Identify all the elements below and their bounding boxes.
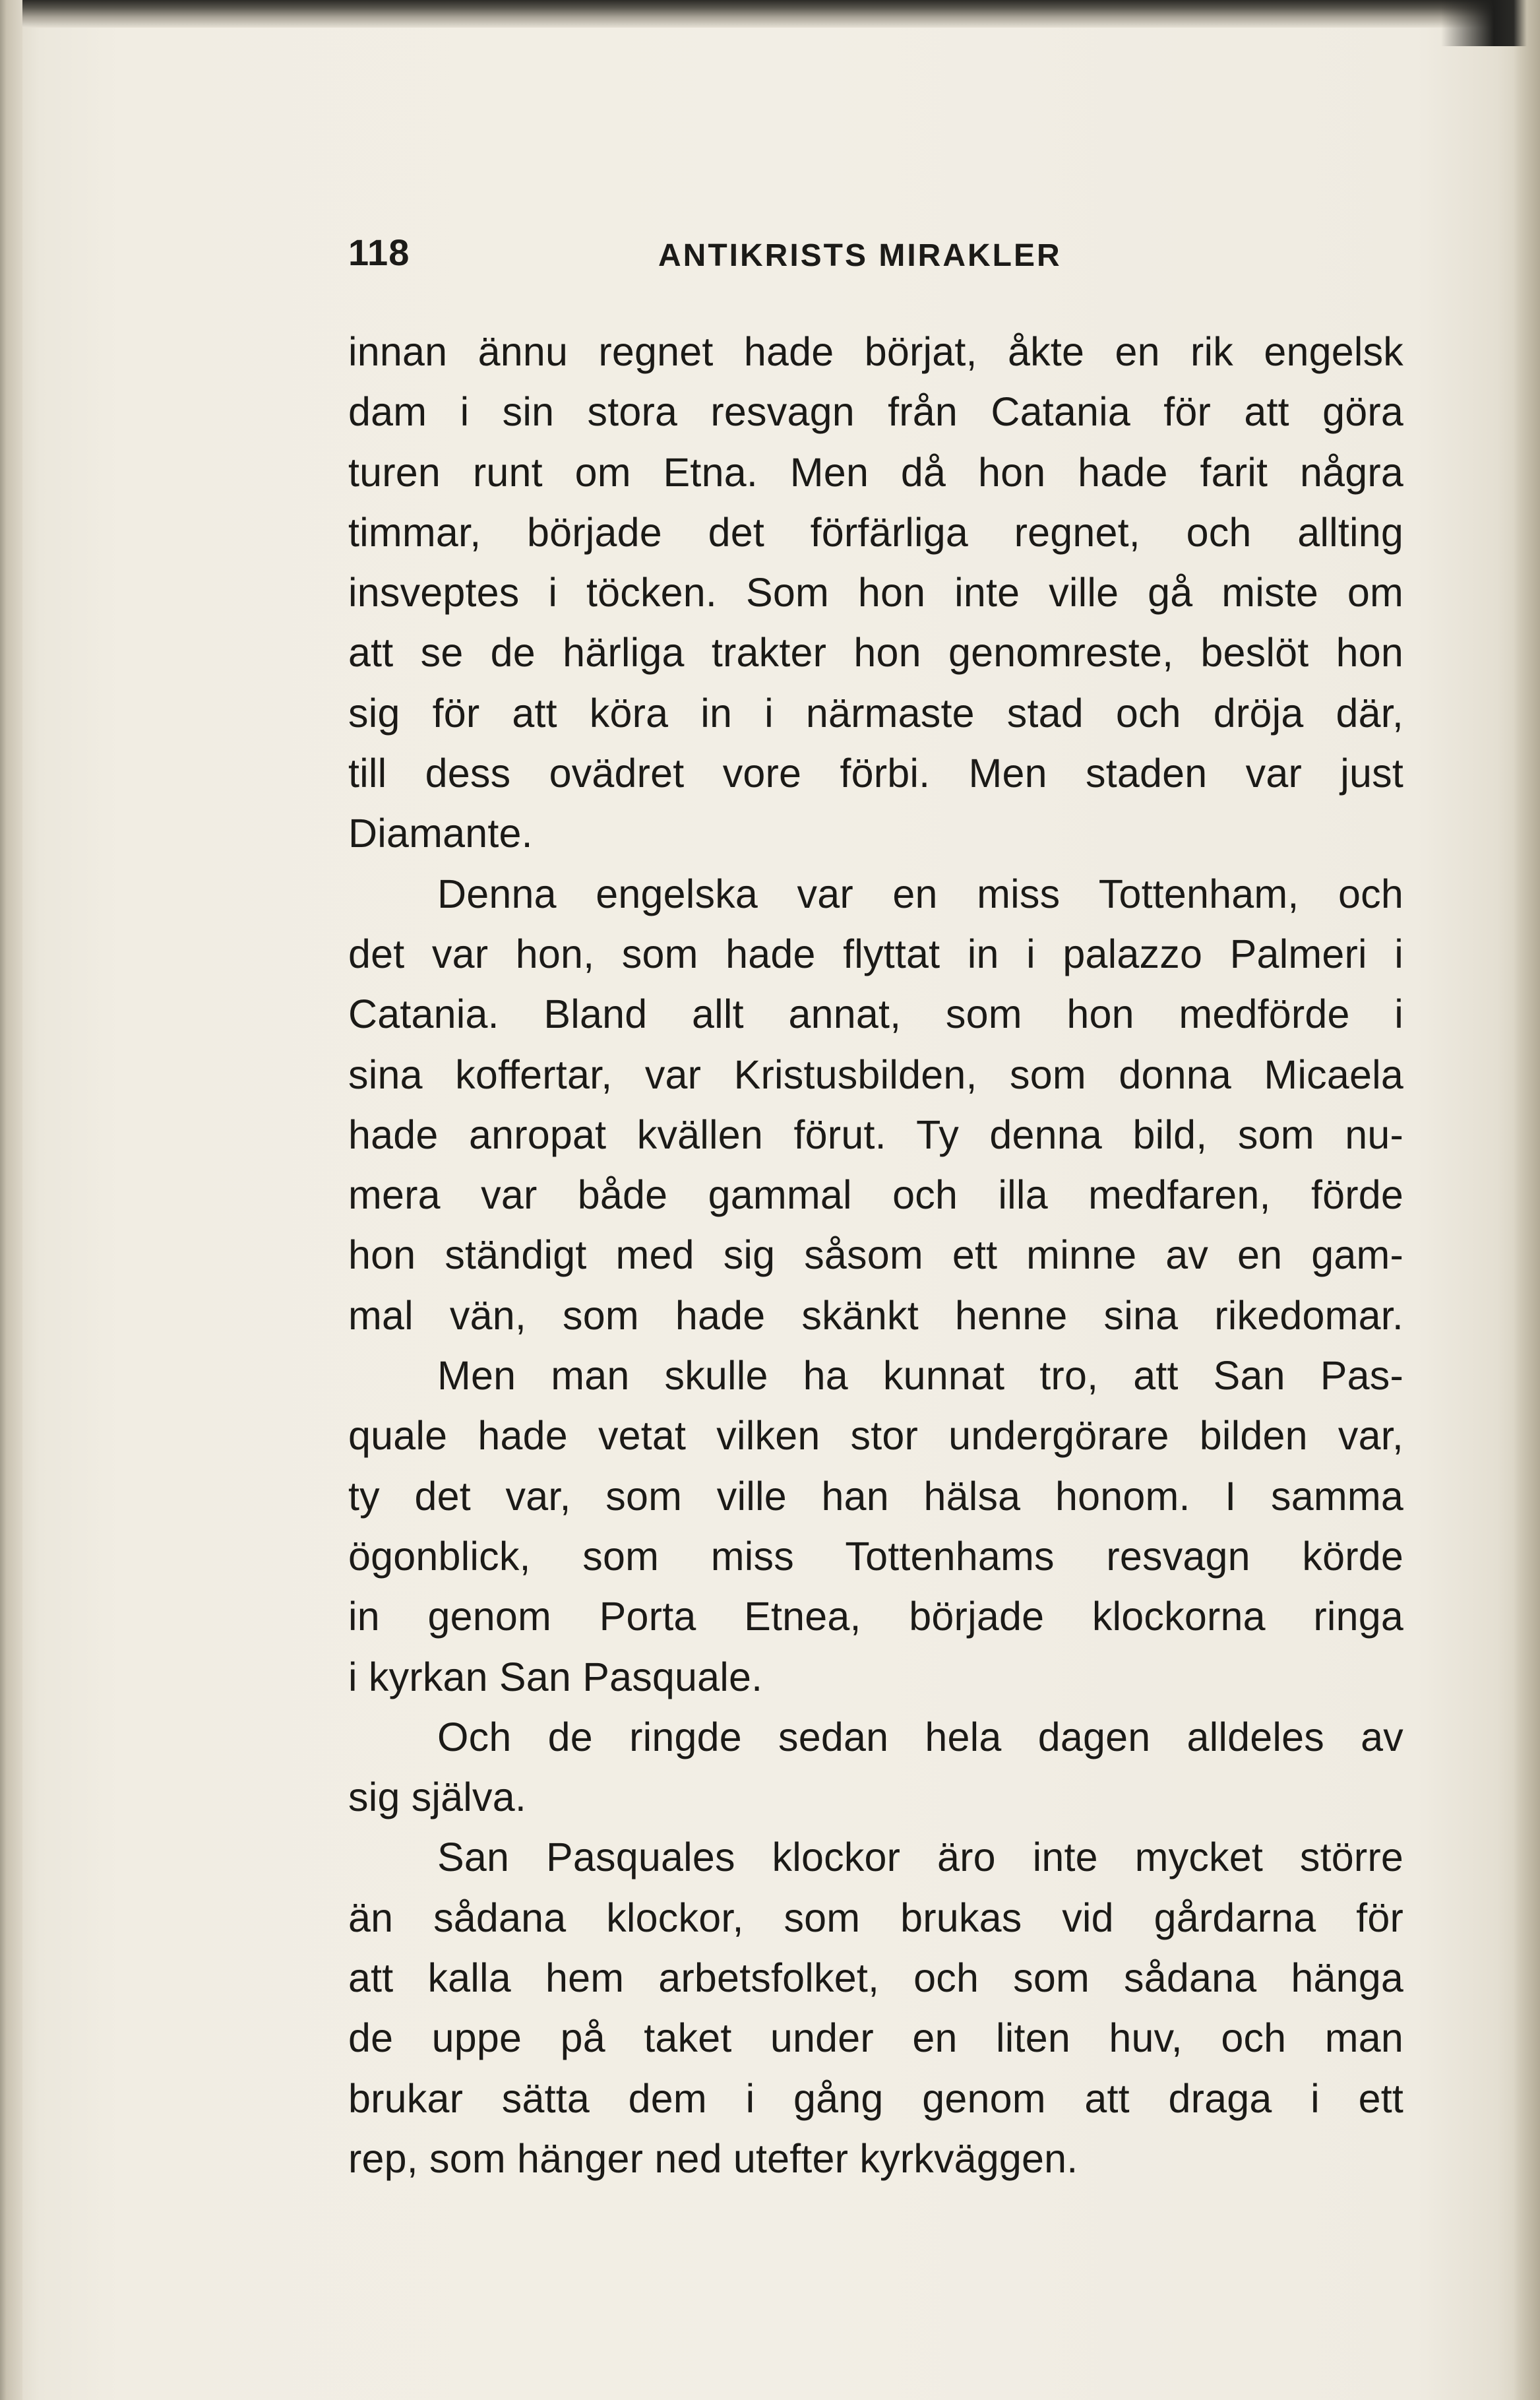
text-line: sig själva. bbox=[348, 1775, 527, 1820]
text-line: till dess ovädret vore förbi. Men staden var just bbox=[348, 751, 1403, 796]
text-line: in genom Porta Etnea, började klockorna ringa bbox=[348, 1594, 1403, 1639]
text-line: att se de härliga trakter hon genomreste, beslöt hon bbox=[348, 630, 1403, 676]
body-text bbox=[348, 322, 1403, 2189]
text-line: de uppe på taket under en liten huv, och man bbox=[348, 2015, 1403, 2061]
text-line: i kyrkan San Pasquale. bbox=[348, 1654, 763, 1699]
text-line: mera var både gammal och illa medfaren, förde bbox=[348, 1172, 1403, 1218]
text-line: hade anropat kvällen förut. Ty denna bild, som nu- bbox=[348, 1112, 1403, 1157]
page-number: 118 bbox=[348, 232, 410, 273]
text-line: quale hade vetat vilken stor undergörare bilden var, bbox=[348, 1413, 1403, 1459]
running-title: ANTIKRISTS MIRAKLER bbox=[658, 238, 1062, 273]
text-line: brukar sätta dem i gång genom att draga i ett bbox=[348, 2075, 1403, 2121]
text-line: ögonblick, som miss Tottenhams resvagn körde bbox=[348, 1533, 1403, 1579]
page-right-edge bbox=[1514, 0, 1540, 2400]
text-line: Men man skulle ha kunnat tro, att San Pas- bbox=[437, 1353, 1403, 1399]
text-line: turen runt om Etna. Men då hon hade farit några bbox=[348, 449, 1403, 495]
text-line: rep, som hänger ned utefter kyrkväggen. bbox=[348, 2135, 1078, 2181]
text-line: mal vän, som hade skänkt henne sina rikedomar. bbox=[348, 1292, 1403, 1338]
text-line: Och de ringde sedan hela dagen alldeles av bbox=[437, 1714, 1403, 1759]
text-line: Catania. Bland allt annat, som hon medförde i bbox=[348, 992, 1403, 1037]
text-line: Diamante. bbox=[348, 811, 533, 856]
text-line: än sådana klockor, som brukas vid gårdarna för bbox=[348, 1895, 1403, 1940]
page-header bbox=[348, 231, 1403, 284]
text-line: ty det var, som ville han hälsa honom. I samma bbox=[348, 1473, 1403, 1519]
text-line: sig för att köra in i närmaste stad och dröja där, bbox=[348, 690, 1403, 736]
text-line: Denna engelska var en miss Tottenham, och bbox=[437, 871, 1403, 916]
text-line: insveptes i töcken. Som hon inte ville gå miste om bbox=[348, 570, 1403, 616]
page-top-edge bbox=[0, 0, 1540, 28]
text-line: att kalla hem arbetsfolket, och som sådana hänga bbox=[348, 1955, 1403, 2001]
text-line: innan ännu regnet hade börjat, åkte en rik engelsk bbox=[348, 329, 1403, 374]
page-left-edge bbox=[0, 0, 22, 2400]
text-line: hon ständigt med sig såsom ett minne av en gam- bbox=[348, 1232, 1403, 1278]
text-line: sina koffertar, var Kristusbilden, som donna Micaela bbox=[348, 1052, 1403, 1097]
text-line: det var hon, som hade flyttat in i palazzo Palmeri i bbox=[348, 931, 1403, 976]
text-line: dam i sin stora resvagn från Catania för att göra bbox=[348, 389, 1403, 435]
text-line: timmar, började det förfärliga regnet, och allting bbox=[348, 509, 1403, 555]
text-line: San Pasquales klockor äro inte mycket större bbox=[437, 1835, 1403, 1880]
